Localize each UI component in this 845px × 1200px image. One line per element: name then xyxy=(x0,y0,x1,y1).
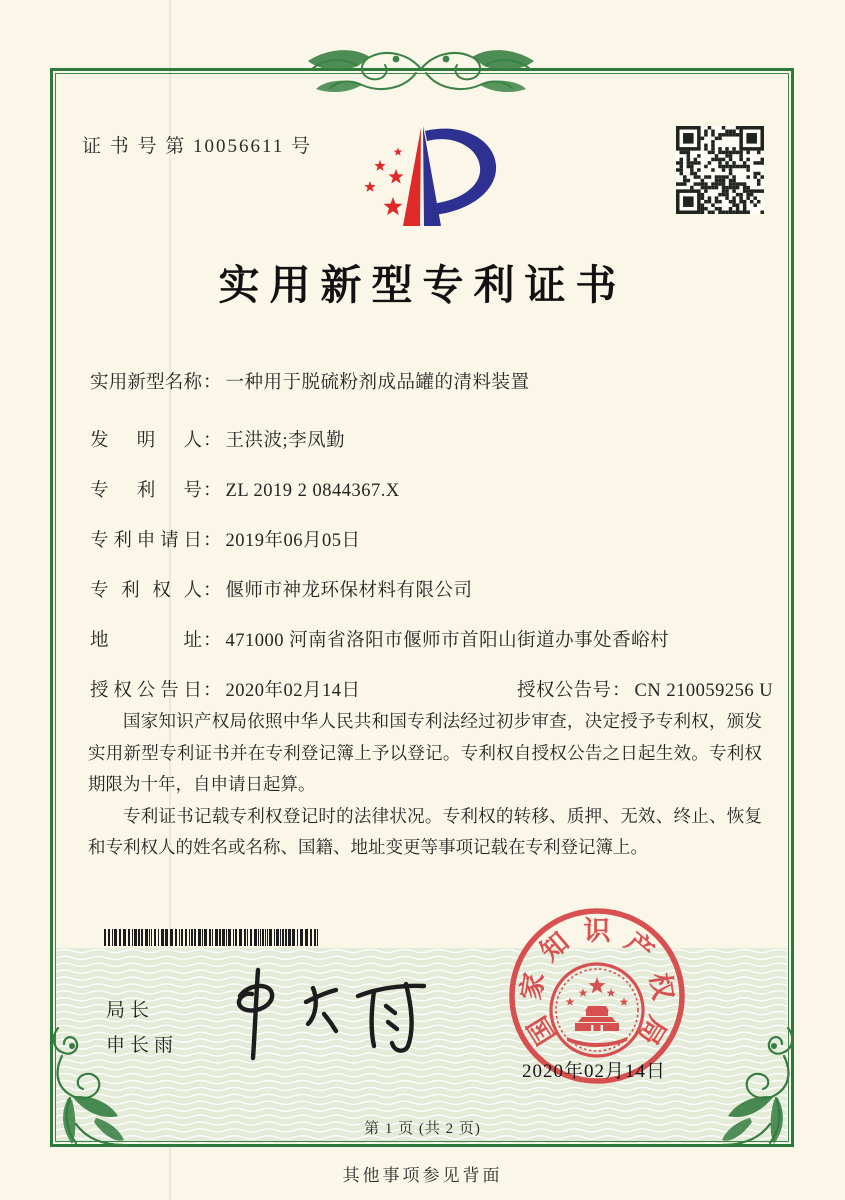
commissioner-name: 申长雨 xyxy=(106,1035,179,1056)
field-value: 471000 河南省洛阳市偃师市首阳山街道办事处香峪村 xyxy=(225,631,670,651)
field-row-patent-number: 专利号： ZL 2019 2 0844367.X xyxy=(90,476,400,502)
page-number: 第 1 页 (共 2 页) xyxy=(364,1121,481,1137)
national-emblem xyxy=(551,964,643,1056)
barcode xyxy=(104,929,322,947)
field-value: 偃师市神龙环保材料有限公司 xyxy=(225,581,473,601)
certificate-number: 证 书 号 第 10056611 号 xyxy=(82,136,313,157)
svg-text:局: 局 xyxy=(632,1011,672,1050)
field-row-filing-date: 专利申请日： 2019年06月05日 xyxy=(90,526,361,552)
svg-text:知: 知 xyxy=(534,926,575,967)
legal-paragraph-1: 国家知识产权局依照中华人民共和国专利法经过初步审查，决定授予专利权，颁发实用新型专利证书并在专利登记簿上予以登记。专利权自授权公告之日起生效。专利权期限为十年，自申请日起算。 xyxy=(88,711,762,794)
field-value: 2020年02月14日 xyxy=(225,681,361,701)
field-value: 一种用于脱硫粉剂成品罐的清料装置 xyxy=(225,373,530,393)
commissioner-signature xyxy=(228,958,443,1066)
qr-code xyxy=(676,126,764,214)
svg-text:家: 家 xyxy=(515,970,550,1002)
cnipa-logo-icon xyxy=(345,118,520,236)
svg-text:识: 识 xyxy=(583,916,611,946)
field-label: 地址 xyxy=(90,631,202,651)
field-row-grant: 授权公告日： 2020年02月14日 授权公告号： CN 210059256 U xyxy=(90,676,790,702)
field-label: 专利申请日 xyxy=(90,531,202,551)
top-border-ornament xyxy=(296,45,546,107)
legal-paragraph-2: 专利证书记载专利权登记时的法律状况。专利权的转移、质押、无效、终止、恢复和专利权人的姓名或名称、国籍、地址变更等事项记载在专利登记簿上。 xyxy=(88,805,762,857)
field-grant-number: 授权公告号： CN 210059256 U xyxy=(517,676,773,702)
field-label: 发明人 xyxy=(90,431,202,451)
legal-text xyxy=(88,706,762,864)
field-value: 王洪波;李凤勤 xyxy=(225,431,346,451)
seal-date: 2020年02月14日 xyxy=(522,1061,667,1082)
commissioner-title: 局长 xyxy=(106,1000,155,1021)
field-row-address: 地址： 471000 河南省洛阳市偃师市首阳山街道办事处香峪村 xyxy=(90,626,669,652)
field-row-inventor: 发明人： 王洪波;李凤勤 xyxy=(90,426,345,452)
certificate-title: 实用新型专利证书 xyxy=(218,262,627,308)
field-row-patent-name: 实用新型名称： 一种用于脱硫粉剂成品罐的清料装置 xyxy=(90,368,530,394)
back-note: 其他事项参见背面 xyxy=(342,1166,503,1185)
field-label: 授权公告号 xyxy=(517,681,611,701)
field-label: 实用新型名称 xyxy=(90,373,202,393)
field-value: ZL 2019 2 0844367.X xyxy=(225,481,400,501)
field-label: 专利权人 xyxy=(90,581,202,601)
svg-text:权: 权 xyxy=(644,970,679,1002)
field-row-patentee: 专利权人： 偃师市神龙环保材料有限公司 xyxy=(90,576,473,602)
svg-text:国: 国 xyxy=(522,1011,562,1050)
field-label: 专利号 xyxy=(90,481,202,501)
svg-text:产: 产 xyxy=(619,926,660,967)
field-value: 2019年06月05日 xyxy=(225,531,361,551)
field-label: 授权公告日 xyxy=(90,681,202,701)
field-value: CN 210059256 U xyxy=(634,681,774,701)
